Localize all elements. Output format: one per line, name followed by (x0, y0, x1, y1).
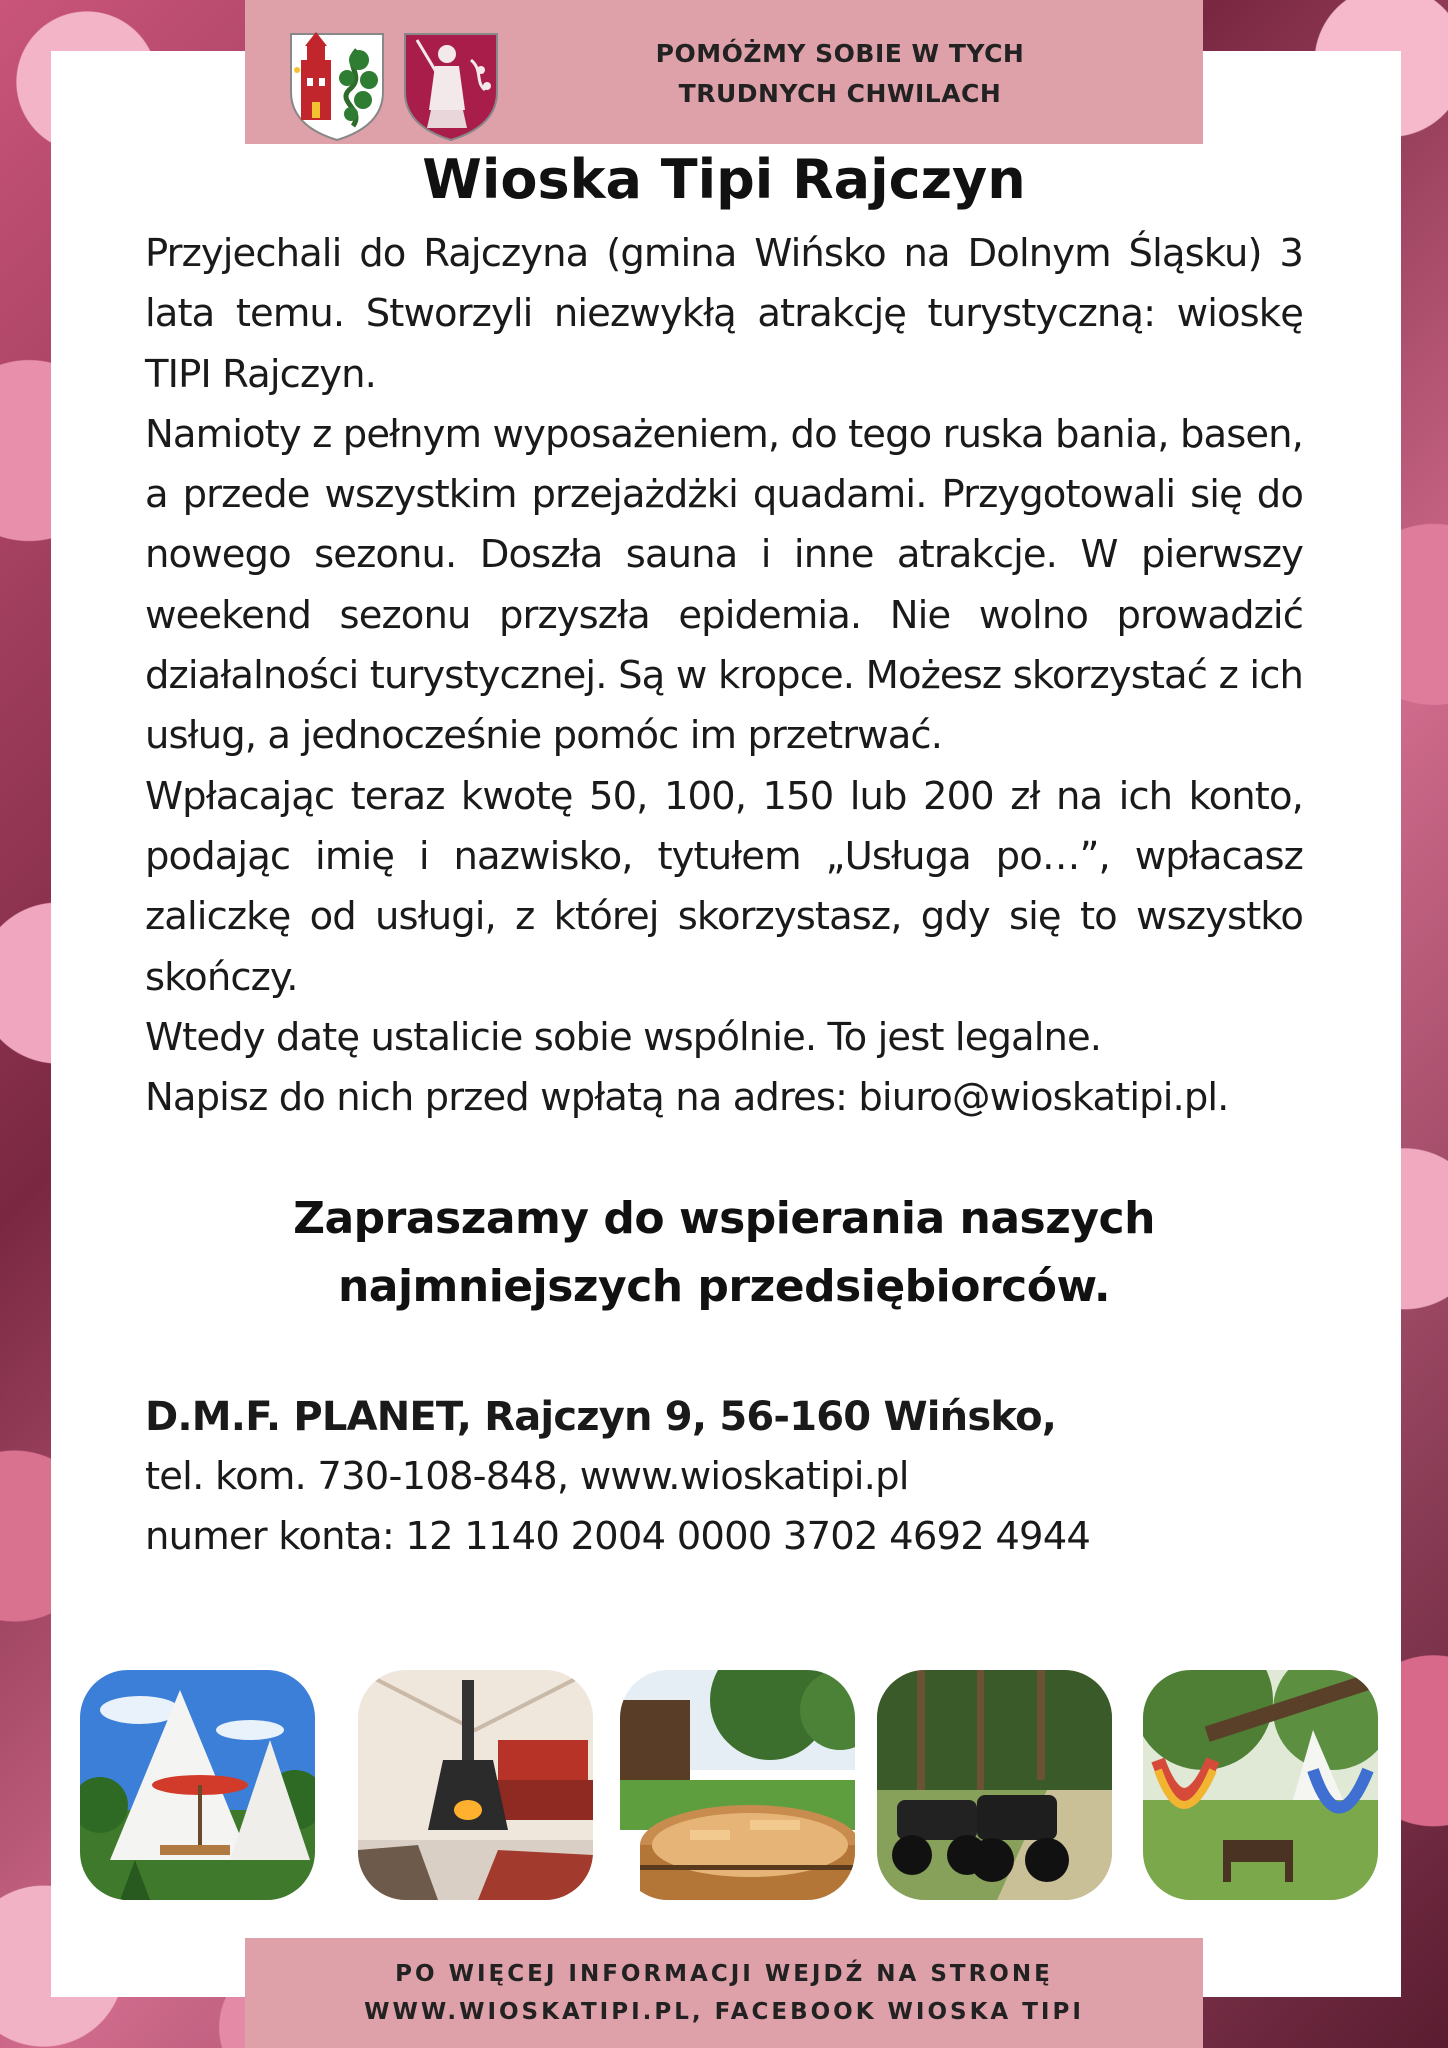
bank-account: numer konta: 12 1140 2004 0000 3702 4692 4944 (145, 1514, 1091, 1559)
town-crest-icon (287, 30, 387, 142)
body-text (145, 224, 1303, 1128)
hammocks-photo (1143, 1670, 1378, 1900)
photo-strip (80, 1670, 1380, 1905)
cta-line-1: Zapraszamy do wspierania naszych (293, 1193, 1155, 1244)
quad-bikes-photo (877, 1670, 1112, 1900)
bottom-banner-text (245, 1955, 1203, 2031)
paragraph-payment: Wpłacając teraz kwotę 50, 100, 150 lub 200 zł na ich konto, podając imię i nazwisko, tytułem „Usługa po…”, wpłacasz zaliczkę od usługi, z której skorzystasz, gdy się to wszystko skończy. (145, 773, 1303, 1000)
banner-line-1: POMÓŻMY SOBIE W TYCH (655, 39, 1025, 68)
tipi-tents-photo (80, 1670, 315, 1900)
paragraph-situation: Namioty z pełnym wyposażeniem, do tego ruska bania, basen, a przede wszystkim przejażdżki quadami. Przygotowali się do nowego sezonu. Doszła sauna i inne atrakcje. W pierwszy weekend sezonu przyszła epidemia. Nie wolno prowadzić działalności turystycznej. Są w kropce. Możesz skorzystać z ich usług, a jednocześnie pomóc im przetrwać. (145, 411, 1303, 759)
company-address: D.M.F. PLANET, Rajczyn 9, 56-160 Wińsko, (145, 1394, 1057, 1440)
cta-line-2: najmniejszych przedsiębiorców. (337, 1261, 1111, 1312)
paragraph-email: Napisz do nich przed wpłatą na adres: biuro@wioskatipi.pl. (145, 1075, 1229, 1121)
page-title: Wioska Tipi Rajczyn (422, 148, 1026, 211)
call-to-action (0, 1185, 1448, 1321)
municipality-crest-icon (401, 30, 501, 142)
tipi-interior-fireplace-photo (358, 1670, 593, 1900)
banner-line-2: TRUDNYCH CHWILACH (678, 79, 1002, 108)
paragraph-intro: Przyjechali do Rajczyna (gmina Wińsko na Dolnym Śląsku) 3 lata temu. Stworzyli niezwykłą atrakcję turystyczną: wioskę TIPI Rajczyn. (145, 231, 1303, 397)
footer-line-1: PO WIĘCEJ INFORMACJI WEJDŹ NA STRONĘ (395, 1961, 1053, 1987)
footer-line-2[interactable]: WWW.WIOSKATIPI.PL, FACEBOOK WIOSKA TIPI (364, 1999, 1084, 2025)
phone-and-website: tel. kom. 730-108-848, www.wioskatipi.pl (145, 1454, 909, 1499)
top-banner-text (600, 34, 1080, 114)
wooden-hot-tub-photo (620, 1670, 855, 1900)
paragraph-date: Wtedy datę ustalicie sobie wspólnie. To jest legalne. (145, 1014, 1102, 1060)
contact-block (145, 1387, 1295, 1567)
